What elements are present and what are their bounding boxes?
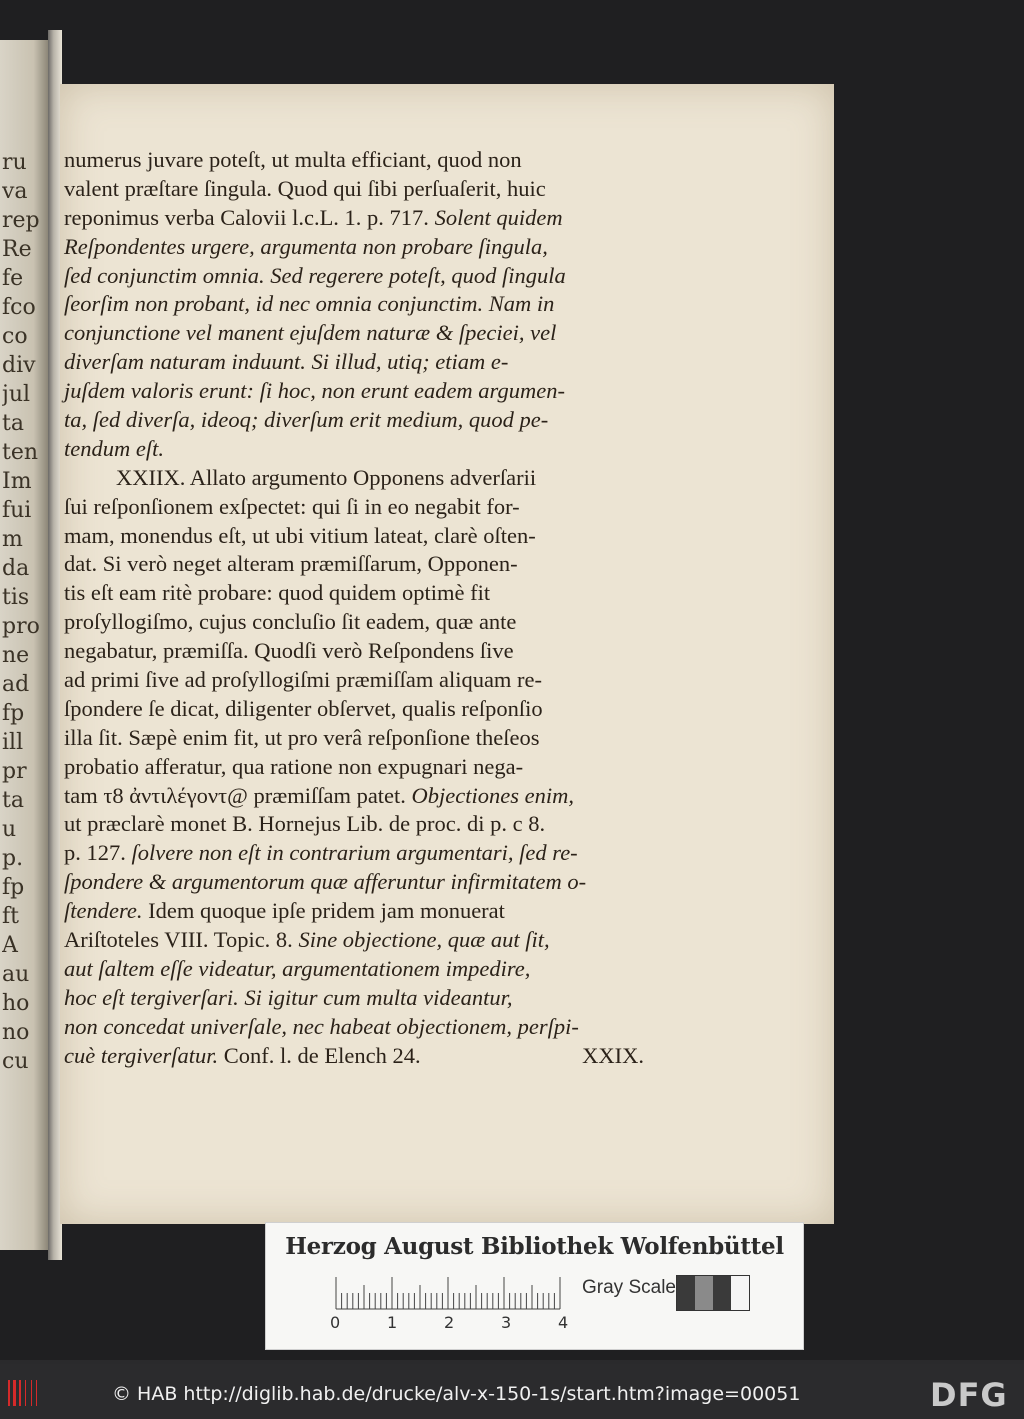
text-line: valent præſtare ſingula. Quod qui ſibi perſuaſerit, huic [64, 175, 546, 201]
book-page [60, 84, 834, 1224]
left-page-fragment: fp [2, 701, 25, 726]
logo-bar [25, 1380, 26, 1406]
left-page-fragment: fui [2, 498, 32, 523]
left-page-fragment: m [2, 527, 23, 552]
text-line: XXIIX. Allato argumento Opponens adverſarii [116, 464, 537, 490]
gray-scale-swatches [676, 1275, 750, 1311]
roman-text: Conf. l. de Elench 24. [218, 1042, 421, 1068]
text-line: ta, ſed diverſa, ideoq; diverſum erit medium, quod pe- [64, 407, 549, 433]
text-line: probatio afferatur, qua ratione non expugnari nega- [64, 753, 524, 779]
roman-text: p. 127. [64, 840, 132, 866]
text-line: Reſpondentes urgere, argumenta non probare ſingula, [64, 233, 548, 259]
footer-bar [0, 1364, 1024, 1419]
ruler-label: 3 [501, 1313, 512, 1332]
dfg-logo: DFG [930, 1376, 1008, 1414]
left-page-fragment: u [2, 817, 17, 842]
left-page-fragment: cu [2, 1049, 29, 1074]
left-page-fragment: ten [2, 440, 39, 465]
left-page-fragment: au [2, 962, 30, 987]
italic-text: cuè tergiverſatur. [64, 1042, 219, 1068]
roman-text: Idem quoque ipſe pridem jam monuerat [142, 898, 505, 924]
left-page-fragment: fco [2, 295, 36, 320]
text-line: ſpondere & argumentorum quæ afferuntur infirmitatem o- [64, 869, 587, 895]
text-line: ad primi ſive ad proſyllogiſmi præmiſſam aliquam re- [64, 667, 543, 693]
last-text-line [64, 1042, 644, 1071]
ruler-label: 1 [387, 1313, 398, 1332]
left-page-fragment: ta [2, 788, 24, 813]
gray-scale-label: Gray Scale [582, 1277, 676, 1298]
catchword: XXIX. [582, 1042, 644, 1068]
left-page-fragment: no [2, 1020, 30, 1045]
hab-barcode-logo-icon [8, 1380, 48, 1406]
text-line: illa ſit. Sæpè enim fit, ut pro verâ reſponſione theſeos [64, 724, 540, 750]
left-neighbour-page [0, 40, 48, 1250]
left-page-fragment: ru [2, 150, 27, 175]
text-line: ſed conjunctim omnia. Sed regerere poteſt, quod ſingula [64, 262, 566, 288]
ruler-label: 2 [444, 1313, 455, 1332]
italic-text: Sine objectione, quæ aut ſit, [298, 927, 550, 953]
text-line: aut ſaltem eſſe videatur, argumentationem impedire, [64, 955, 531, 981]
left-page-fragment: ne [2, 643, 30, 668]
left-page-fragment: co [2, 324, 28, 349]
logo-bar [36, 1380, 37, 1406]
color-reference-card [265, 1222, 804, 1350]
gray-swatch [677, 1276, 695, 1310]
left-page-fragment: da [2, 556, 30, 581]
gray-swatch [695, 1276, 713, 1310]
left-page-fragment: pr [2, 759, 27, 784]
logo-bar [8, 1380, 10, 1406]
left-page-fragment: fp [2, 875, 25, 900]
left-page-fragment: Im [2, 469, 32, 494]
text-line: proſyllogiſmo, cujus concluſio ſit eadem, quæ ante [64, 609, 517, 635]
gray-swatch [731, 1276, 749, 1310]
italic-text: Solent quidem [434, 204, 563, 230]
left-page-fragment: ill [2, 730, 24, 755]
logo-bar [19, 1380, 21, 1406]
text-line: ut præclarè monet B. Hornejus Lib. de proc. di p. c 8. [64, 811, 546, 837]
left-page-fragment: A [2, 933, 18, 958]
ruler-label: 0 [330, 1313, 341, 1332]
italic-text: ſtendere. [64, 898, 143, 924]
text-line: numerus juvare poteſt, ut multa efficiant, quod non [64, 147, 522, 172]
left-page-fragment: va [2, 179, 28, 204]
text-line: ſui reſponſionem exſpectet: qui ſi in eo negabit for- [64, 493, 520, 519]
ruler-scale [332, 1273, 572, 1313]
left-page-fragment: tis [2, 585, 30, 610]
last-line-body [64, 1042, 421, 1071]
text-line: ſeorſim non probant, id nec omnia conjunctim. Nam in [64, 291, 555, 317]
page-text-block [64, 146, 644, 1071]
roman-text: Ariſtoteles VIII. Topic. 8. [64, 927, 299, 953]
copyright-url[interactable]: © HAB http://diglib.hab.de/drucke/alv-x-150-1s/start.htm?image=00051 [112, 1383, 801, 1405]
text-line: hoc eſt tergiverſari. Si igitur cum multa videantur, [64, 984, 513, 1010]
italic-text: Objectiones enim, [411, 782, 575, 808]
left-page-fragment: ta [2, 411, 24, 436]
text-line: negabatur, præmiſſa. Quodſi verò Reſpondens ſive [64, 638, 514, 664]
left-page-fragment: ad [2, 672, 30, 697]
left-page-fragment: ho [2, 991, 30, 1016]
left-page-fragment: ft [2, 904, 19, 929]
left-page-fragment: Re [2, 237, 32, 262]
text-line: tendum eſt. [64, 435, 164, 461]
ruler-labels [326, 1313, 586, 1335]
text-line [64, 204, 644, 233]
text-line: dat. Si verò neget alteram præmiſſarum, Opponen- [64, 551, 518, 577]
logo-bar [31, 1380, 32, 1406]
text-line [64, 839, 644, 868]
left-page-fragment: rep [2, 208, 40, 233]
library-name: Herzog August Bibliothek Wolfenbüttel [285, 1233, 784, 1260]
left-page-fragment: jul [2, 382, 31, 407]
text-line [64, 926, 644, 955]
left-page-fragment: p. [2, 846, 24, 871]
left-page-fragment: div [2, 353, 36, 378]
text-line: juſdem valoris erunt: ſi hoc, non erunt eadem argumen- [64, 378, 565, 404]
left-page-fragment: pro [2, 614, 40, 639]
text-line: diverſam naturam induunt. Si illud, utiq; etiam e- [64, 349, 509, 375]
text-line: ſpondere ſe dicat, diligenter obſervet, qualis reſponſio [64, 695, 543, 721]
text-line: non concedat univerſale, nec habeat objectionem, perſpi- [64, 1013, 579, 1039]
text-line: conjunctione vel manent ejuſdem naturæ & ſpeciei, vel [64, 320, 557, 346]
logo-bar [13, 1380, 16, 1406]
roman-text: tam τ8 ἀντιλέγοντ@ præmiſſam patet. [64, 782, 412, 808]
text-line [64, 897, 644, 926]
ruler-label: 4 [558, 1313, 569, 1332]
text-line [64, 782, 644, 811]
roman-text: reponimus verba Calovii l.c.L. 1. p. 717. [64, 204, 435, 230]
italic-text: ſolvere non eſt in contrarium argumentari, ſed re- [131, 840, 578, 866]
text-line: mam, monendus eſt, ut ubi vitium lateat, clarè oſten- [64, 522, 536, 548]
gray-swatch [713, 1276, 731, 1310]
text-line: tis eſt eam ritè probare: quod quidem optimè fit [64, 580, 491, 606]
left-page-fragment: fe [2, 266, 24, 291]
